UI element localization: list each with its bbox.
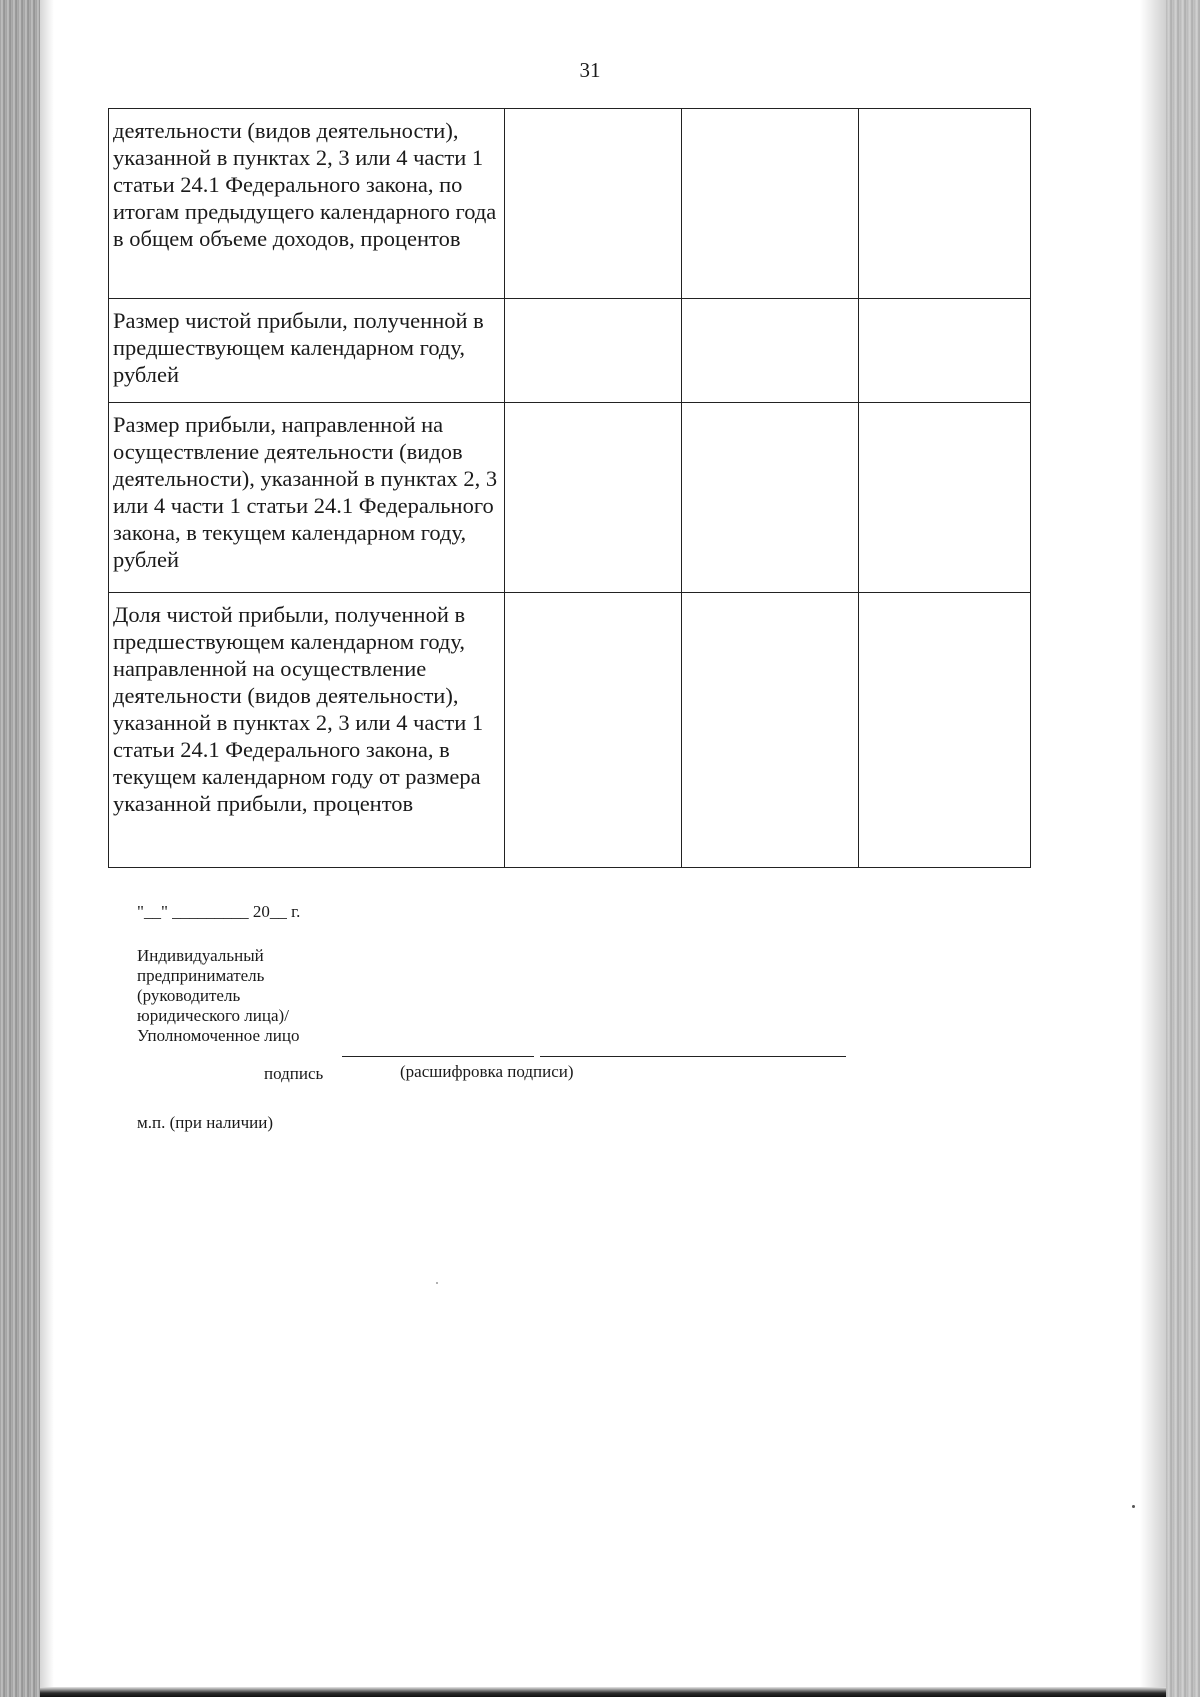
signer-label: [137, 946, 299, 1046]
table-row: [109, 593, 1031, 868]
scan-edge-right: [1166, 0, 1200, 1697]
value-cell: [859, 403, 1031, 593]
row-label-cell: [109, 593, 505, 868]
signature-caption: подпись: [264, 1064, 324, 1083]
table-row: [109, 299, 1031, 403]
row-label: Доля чистой прибыли, полученной в предшествующем календарном году, направленной на осуществление деятельности (видов деятельности), указанной в пунктах 2, 3 или 4 части 1 статьи 24.1 Федерального закона, в текущем календарном году от размера указанной прибыли, процентов: [113, 602, 484, 816]
scan-speck: [436, 1282, 438, 1284]
date-line: "__" _________ 20__ г.: [137, 902, 301, 921]
scan-edge-right-shadow: [1140, 0, 1166, 1697]
value-cell: [859, 299, 1031, 403]
table-row: [109, 403, 1031, 593]
signer-label-line: Индивидуальный: [137, 946, 264, 965]
signature-decode-caption: (расшифровка подписи): [400, 1062, 574, 1081]
value-cell: [505, 403, 682, 593]
signer-label-line: предприниматель: [137, 966, 265, 985]
value-cell: [505, 299, 682, 403]
signer-label-line: Уполномоченное лицо: [137, 1026, 300, 1045]
scan-edge-left-shadow: [40, 0, 54, 1697]
row-label: Размер чистой прибыли, полученной в предшествующем календарном году, рублей: [113, 308, 484, 387]
value-cell: [682, 403, 859, 593]
value-cell: [859, 109, 1031, 299]
scan-edge-left: [0, 0, 40, 1697]
scan-speck: [1132, 1505, 1135, 1508]
row-label-cell: [109, 403, 505, 593]
stamp-note: м.п. (при наличии): [137, 1113, 273, 1132]
signature-decode-line: [540, 1056, 846, 1057]
signature-line: [342, 1056, 534, 1057]
value-cell: [859, 593, 1031, 868]
table-row: [109, 109, 1031, 299]
value-cell: [682, 109, 859, 299]
scan-edge-bottom: [40, 1687, 1166, 1697]
row-label: деятельности (видов деятельности), указанной в пунктах 2, 3 или 4 части 1 статьи 24.1 Федерального закона, по итогам предыдущего календарного года в общем объеме доходов, процентов: [113, 118, 497, 251]
signer-label-line: (руководитель: [137, 986, 241, 1005]
report-table: [108, 108, 1031, 868]
row-label-cell: [109, 109, 505, 299]
value-cell: [505, 109, 682, 299]
signer-label-line: юридического лица)/: [137, 1006, 289, 1025]
value-cell: [682, 593, 859, 868]
page-number: 31: [579, 58, 601, 82]
value-cell: [505, 593, 682, 868]
row-label-cell: [109, 299, 505, 403]
value-cell: [682, 299, 859, 403]
row-label: Размер прибыли, направленной на осуществление деятельности (видов деятельности), указанной в пунктах 2, 3 или 4 части 1 статьи 24.1 Федерального закона, в текущем календарном году, рублей: [113, 412, 498, 572]
